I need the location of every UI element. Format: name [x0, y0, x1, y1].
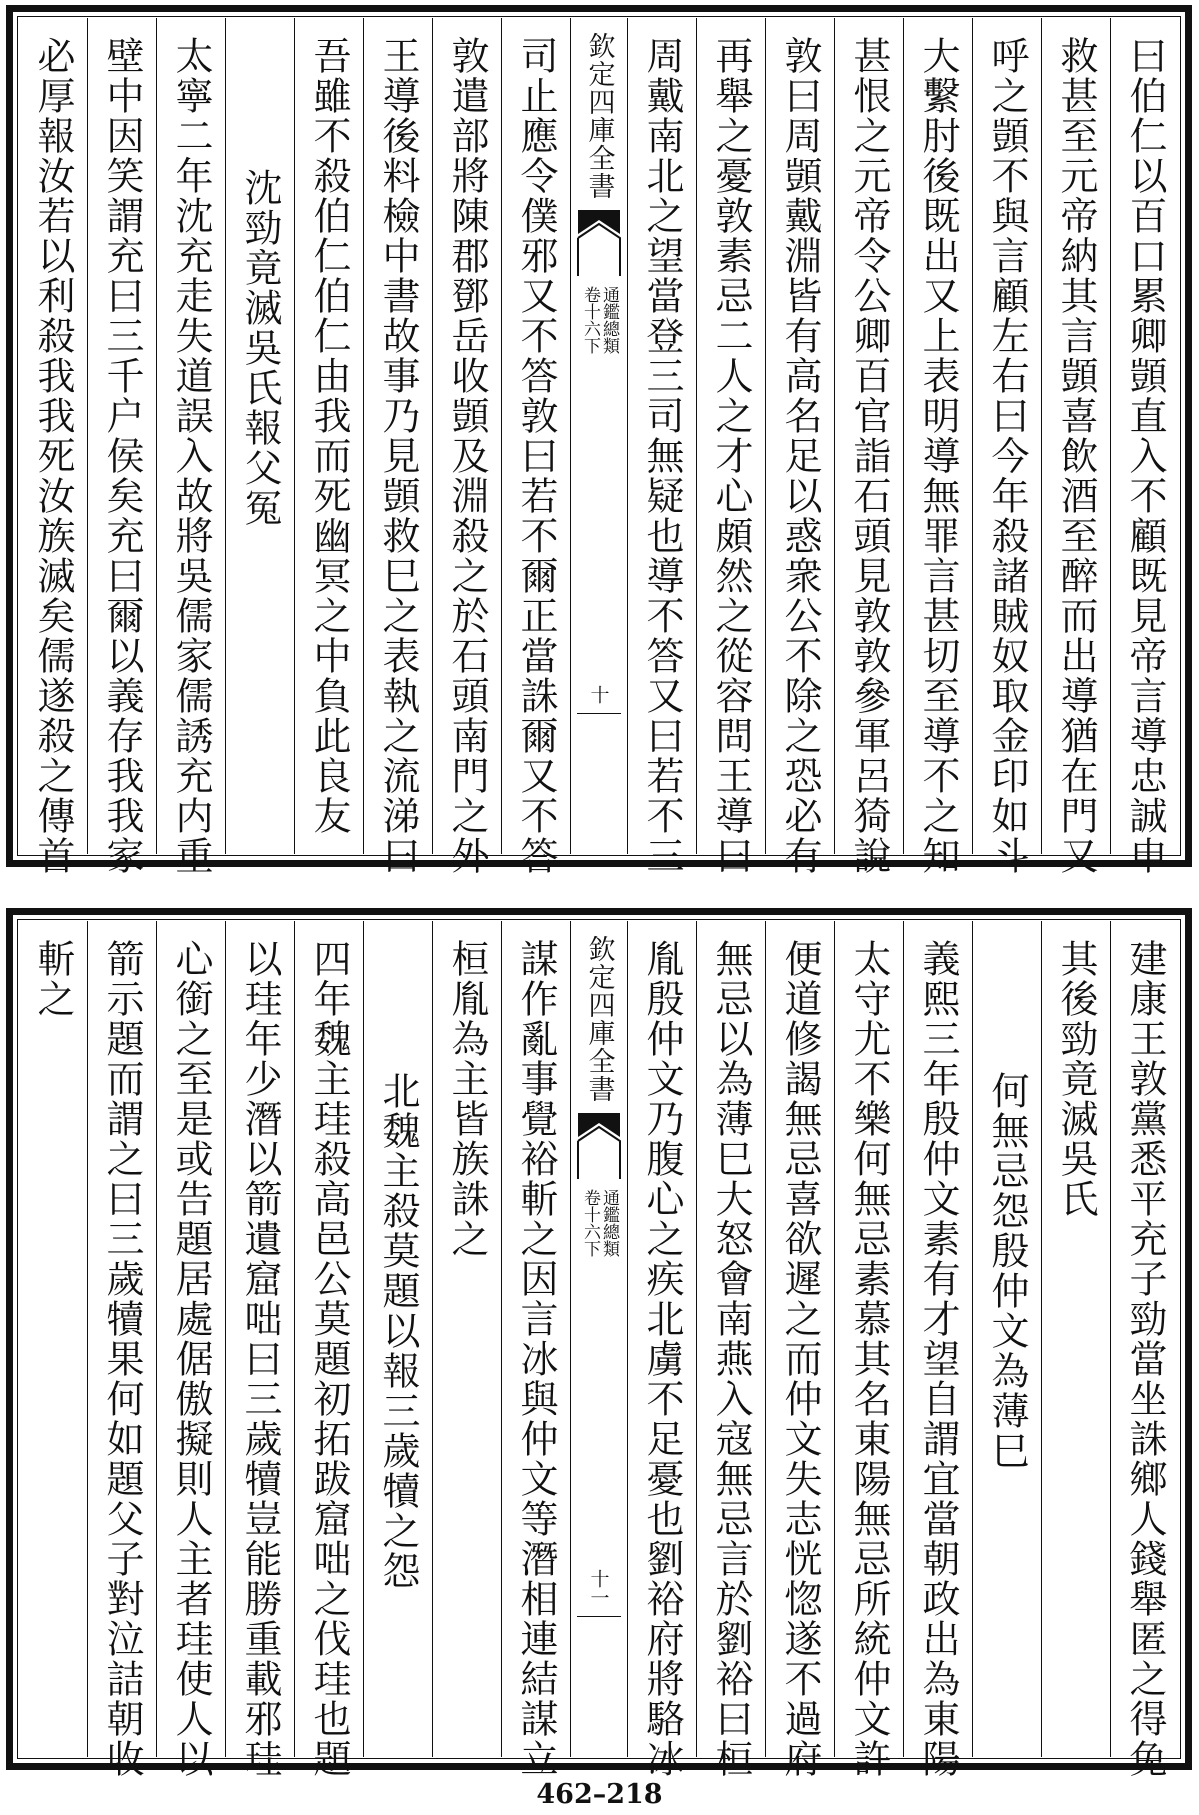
column-text: 以珪年少潛以箭遺窟咄曰三歲犢豈能勝重載邪珪 — [238, 939, 282, 1779]
column-text: 王導後料檢中書故事乃見顗救巳之表執之流涕曰 — [376, 36, 420, 876]
column-text: 四年魏主珪殺高邑公莫題初拓跋窟咄之伐珪也題 — [307, 939, 351, 1779]
column-text: 曰伯仁以百口累卿顗直入不顧既見帝言導忠誠申 — [1123, 36, 1167, 876]
text-column — [225, 921, 294, 1779]
book-title: 欽定四庫全書 — [583, 935, 615, 1103]
chapter-line: 通鑑總類 — [599, 286, 619, 354]
chapter-label — [581, 286, 617, 354]
column-text: 壁中因笑謂充曰三千户侯矣充曰爾以義存我我家 — [100, 36, 144, 876]
column-text: 大繫肘後既出又上表明導無罪言甚切至導不之知 — [916, 36, 960, 876]
column-text: 箭示題而謂之曰三歲犢果何如題父子對泣詰朝收 — [100, 939, 144, 1779]
text-column — [19, 18, 87, 876]
fishtail-ornament — [576, 1111, 622, 1181]
text-column — [903, 18, 972, 876]
text-column — [1110, 921, 1179, 1779]
column-text: 何無忌怨殷仲文為薄巳 — [985, 1071, 1029, 1471]
column-text: 甚恨之元帝令公卿百官詣石頭見敦敦參軍呂猗說 — [847, 36, 891, 876]
text-column — [834, 18, 903, 876]
text-column — [294, 921, 363, 1779]
folio-number: 十一 — [587, 1569, 610, 1607]
book-title: 欽定四庫全書 — [583, 32, 615, 200]
column-text: 建康王敦黨悉平充子勁當坐誅鄉人錢舉匿之得免 — [1123, 939, 1167, 1779]
column-text: 其後勁竟滅吳氏 — [1054, 939, 1098, 1219]
column-text: 吾雖不殺伯仁伯仁由我而死幽冥之中負此良友 — [307, 36, 351, 836]
column-text: 胤殷仲文乃腹心之疾北虜不足憂也劉裕府將駱冰 — [640, 939, 684, 1779]
chapter-line: 通鑑總類 — [599, 1189, 619, 1257]
bottom-text-columns — [19, 921, 1179, 1779]
column-text: 救甚至元帝納其言顗喜飲酒至醉而出導猶在門又 — [1054, 36, 1098, 876]
chapter-line: 卷十六下 — [580, 1189, 600, 1257]
column-text: 司止應令僕邪又不答敦曰若不爾正當誅爾又不答 — [514, 36, 558, 876]
text-column — [432, 18, 501, 876]
column-text: 必厚報汝若以利殺我我死汝族滅矣儒遂殺之傳首 — [31, 36, 75, 876]
fishtail-ornament — [576, 208, 622, 278]
page-number: 462–218 — [536, 1779, 663, 1810]
column-text: 無忌以為薄巳大怒會南燕入寇無忌言於劉裕曰桓 — [709, 939, 753, 1779]
column-text: 太守尤不樂何無忌素慕其名東陽無忌所統仲文許 — [847, 939, 891, 1779]
folio-rule — [577, 1616, 621, 1617]
column-text: 呼之顗不與言顧左右曰今年殺諸賊奴取金印如斗 — [985, 36, 1029, 876]
text-column — [225, 18, 294, 854]
text-column — [87, 921, 156, 1779]
bottom-folio-page — [6, 908, 1192, 1779]
text-column — [627, 921, 696, 1779]
text-column — [972, 921, 1041, 1757]
text-column — [156, 18, 225, 876]
text-column — [972, 18, 1041, 876]
top-folio-page — [6, 5, 1192, 876]
column-text: 斬之 — [31, 939, 75, 1019]
column-text: 北魏主殺莫題以報三歲犢之怨 — [376, 1071, 420, 1591]
text-column — [19, 921, 87, 1757]
column-text: 周戴南北之望當登三司無疑也導不答又曰若不三 — [640, 36, 684, 876]
text-column — [501, 921, 570, 1779]
text-column — [363, 921, 432, 1757]
text-column — [765, 921, 834, 1779]
text-column — [501, 18, 570, 876]
text-column — [294, 18, 363, 854]
text-column — [363, 18, 432, 876]
column-text: 心銜之至是或告題居處倨傲擬則人主者珪使人以 — [169, 939, 213, 1779]
column-text: 義熙三年殷仲文素有才望自謂宜當朝政出為東陽 — [916, 939, 960, 1779]
chapter-label — [581, 1189, 617, 1257]
column-text: 再舉之憂敦素忌二人之才心頗然之從容問王導曰 — [709, 36, 753, 876]
text-column — [627, 18, 696, 876]
text-column — [87, 18, 156, 876]
text-column — [1041, 921, 1110, 1757]
column-text: 敦曰周顗戴淵皆有高名足以惑衆公不除之恐必有 — [778, 36, 822, 876]
text-column — [765, 18, 834, 876]
folio-rule — [577, 713, 621, 714]
column-text: 便道修謁無忌喜欲遲之而仲文失志恍惚遂不過府 — [778, 939, 822, 1779]
text-column — [432, 921, 501, 1757]
column-text: 沈勁竟滅吳氏報父冤 — [238, 168, 282, 528]
text-column — [834, 921, 903, 1779]
text-column — [1110, 18, 1179, 876]
center-margin — [570, 18, 627, 854]
text-column — [696, 18, 765, 876]
text-column — [696, 921, 765, 1779]
column-text: 太寧二年沈充走失道誤入故將吳儒家儒誘充内重 — [169, 36, 213, 876]
column-text: 謀作亂事覺裕斬之因言冰與仲文等潛相連結謀立 — [514, 939, 558, 1779]
chapter-line: 卷十六下 — [580, 286, 600, 354]
text-column — [156, 921, 225, 1779]
column-text: 敦遣部將陳郡鄧岳收顗及淵殺之於石頭南門之外 — [445, 36, 489, 876]
folio-number: 十 — [587, 685, 610, 704]
text-column — [1041, 18, 1110, 876]
column-text: 桓胤為主皆族誅之 — [445, 939, 489, 1259]
center-margin — [570, 921, 627, 1757]
text-column — [903, 921, 972, 1779]
top-text-columns — [19, 18, 1179, 876]
